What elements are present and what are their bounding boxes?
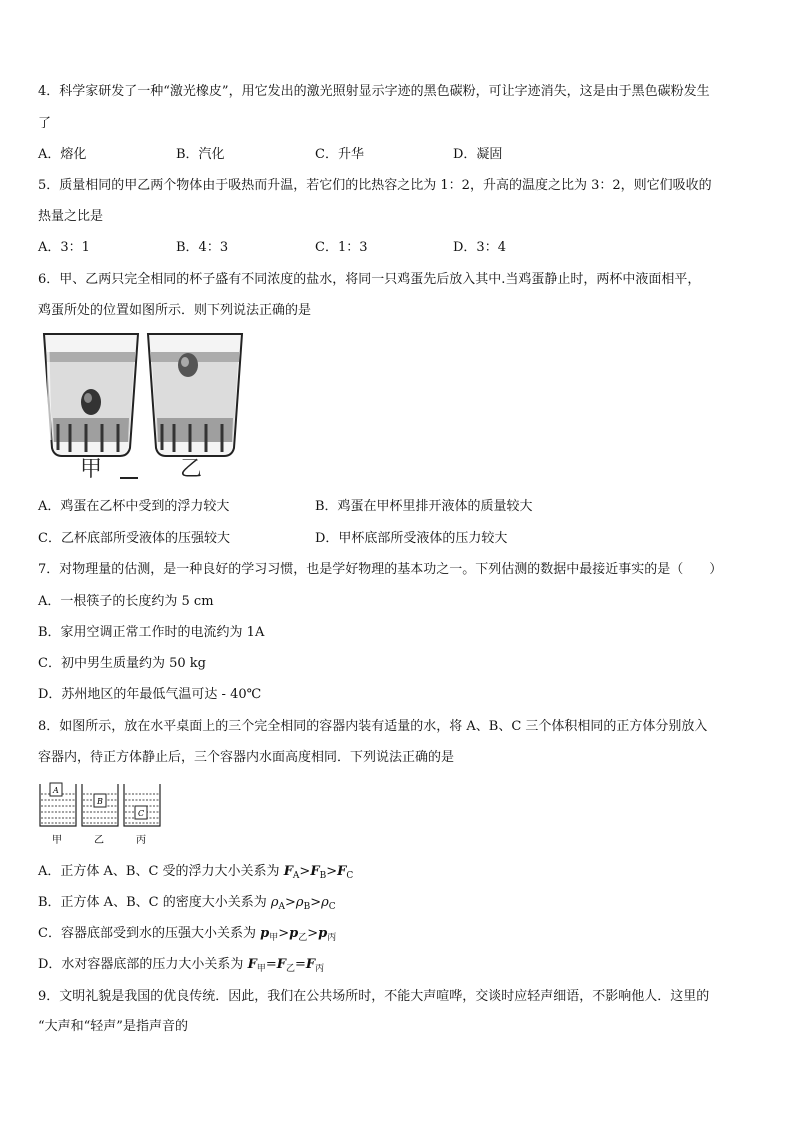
label-yi: 乙 — [180, 457, 203, 482]
box-c-label: C — [138, 809, 145, 818]
q5-option-d: D．3：4 — [453, 240, 506, 255]
q8-stem-line1: 8．如图所示，放在水平桌面上的三个完全相同的容器内装有适量的水，将 A、B、C 三个体积相同的正方体分别放入 — [38, 719, 708, 734]
box-b-label: B — [97, 797, 103, 806]
box-a-label: A — [53, 786, 59, 795]
q4-option-c: C．升华 — [315, 147, 364, 162]
q4-option-b: B．汽化 — [176, 147, 225, 162]
q7-option-c: C．初中男生质量约为 50 kg — [38, 656, 206, 671]
q7-option-a: A．一根筷子的长度约为 5 cm — [38, 594, 214, 609]
cup-yi — [148, 334, 242, 456]
container-label-jia: 甲 — [52, 835, 62, 846]
cup-jia — [44, 334, 138, 456]
q9-stem-line2: “大声和“轻声”是指声音的 — [38, 1019, 188, 1034]
q6-stem-line2: 鸡蛋所处的位置如图所示．则下列说法正确的是 — [38, 303, 312, 318]
q4-stem-line2: 了 — [38, 116, 52, 131]
q5-option-c: C．1：3 — [315, 240, 368, 255]
q5-option-a: A．3：1 — [38, 240, 90, 255]
q7-stem: 7．对物理量的估测，是一种良好的学习习惯，也是学好物理的基本功之一。下列估测的数据中最接近事实的是（ ） — [38, 562, 723, 577]
q6-stem-line1: 6．甲、乙两只完全相同的杯子盛有不同浓度的盐水，将同一只鸡蛋先后放入其中.当鸡蛋静止时，两杯中液面相平， — [38, 272, 701, 287]
q5-option-b: B．4：3 — [176, 240, 229, 255]
egg-cups-figure — [38, 330, 268, 485]
q8-option-b: B．正方体 A、B、C 的密度大小关系为 $\rho_A>\rho_B>\rho_C$ — [38, 895, 336, 912]
q4-stem-line1: 4．科学家研发了一种“激光橡皮”，用它发出的激光照射显示字迹的黑色碳粉，可让字迹消失，这是由于黑色碳粉发生 — [38, 84, 710, 99]
q6-option-d: D．甲杯底部所受液体的压力较大 — [315, 531, 508, 546]
q8-option-a: A．正方体 A、B、C 受的浮力大小关系为 $F_A>F_B>F_C$ — [38, 864, 354, 881]
q7-option-b: B．家用空调正常工作时的电流约为 1A — [38, 625, 265, 640]
container-label-yi: 乙 — [94, 835, 104, 846]
q6-option-c: C．乙杯底部所受液体的压强较大 — [38, 531, 230, 546]
label-jia: 甲 — [80, 457, 103, 482]
q4-option-a: A．熔化 — [38, 147, 87, 162]
q6-option-b: B．鸡蛋在甲杯里排开液体的质量较大 — [315, 499, 533, 514]
q7-option-d: D．苏州地区的年最低气温可达 - 40℃ — [38, 687, 262, 702]
q8-option-d: D．水对容器底部的压力大小关系为 $F_甲=F_乙=F_丙$ — [38, 957, 325, 974]
q4-option-d: D．凝固 — [453, 147, 503, 162]
q5-stem-line1: 5．质量相同的甲乙两个物体由于吸热而升温，若它们的比热容之比为 1：2，升高的温度之比为 3：2，则它们吸收的 — [38, 178, 712, 193]
q8-stem-line2: 容器内，待正方体静止后，三个容器内水面高度相同．下列说法正确的是 — [38, 750, 455, 765]
q9-stem-line1: 9．文明礼貌是我国的优良传统．因此，我们在公共场所时，不能大声喧哗，交谈时应轻声细语，不影响他人．这里的 — [38, 989, 710, 1004]
containers-figure — [38, 780, 164, 848]
q5-stem-line2: 热量之比是 — [38, 209, 104, 224]
q6-option-a: A．鸡蛋在乙杯中受到的浮力较大 — [38, 499, 230, 514]
q8-option-c: C．容器底部受到水的压强大小关系为 $p_甲>p_乙>p_丙$ — [38, 926, 337, 943]
container-label-bing: 丙 — [136, 835, 146, 846]
